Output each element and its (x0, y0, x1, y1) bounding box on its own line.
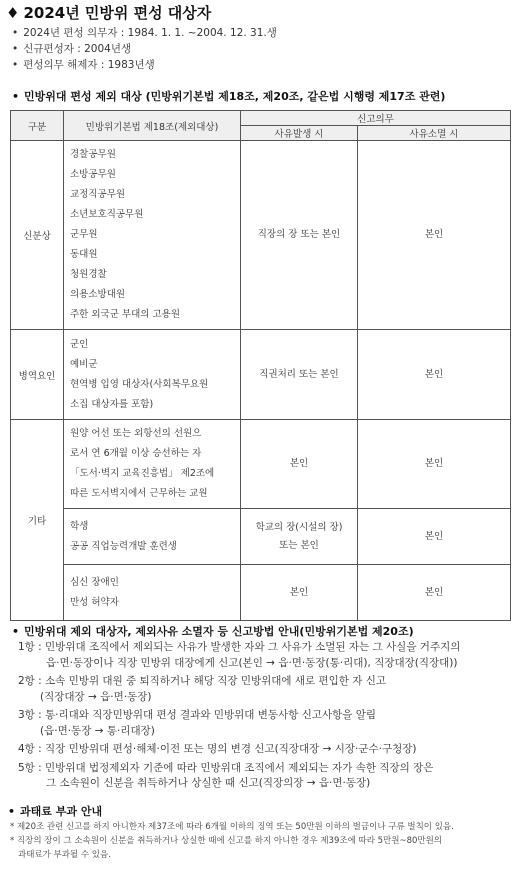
header-end: 사유소멸 시 (358, 126, 511, 141)
step-1: 1항 : 민방위대 조직에서 제외되는 사유가 발생한 자와 그 사유가 소멸된 자는 그 사실을 거주지의 (18, 641, 461, 653)
fine-note-2: * 직장의 장이 그 소속원이 신분을 취득하거나 상실한 때에 신고를 하지 아니한 경우 제39조에 따라 5만원~80만원의 (10, 836, 443, 846)
row-end: 본인 (358, 141, 511, 330)
row-category: 병역요인 (11, 330, 64, 420)
fine-heading: • 과태료 부과 안내 (8, 803, 102, 819)
table-row (11, 565, 511, 621)
list-item: 경찰공무원 (70, 149, 116, 160)
step-1-cont: 읍·면·동장이나 직장 민방위 대장에게 신고(본인 → 읍·면·동장(통·리대), 직장대장(직장대)) (46, 656, 458, 669)
row-end: 본인 (358, 509, 511, 565)
step-3-cont: (읍·면·동장 → 통·리대장) (40, 724, 155, 737)
occur-line: 학교의 장(시설의 장) (255, 521, 343, 533)
step-5-cont: 그 소속원이 신분을 취득하거나 상실한 때 신고(직장의장 → 읍·면·동장) (46, 777, 371, 789)
list-item: 만성 허약자 (70, 596, 119, 608)
step-4: 4항 : 직장 민방위대 편성·해체·이전 또는 명의 변경 신고(직장대장 → 시장·군수·구청장) (18, 743, 417, 755)
step-2: 2항 : 소속 민방위 대원 중 퇴직하거나 해당 직장 민방위대에 새로 편입한 자 신고 (18, 675, 387, 687)
list-item: 로서 연 6개월 이상 승선하는 자 (70, 448, 202, 459)
list-item: 군무원 (70, 229, 98, 240)
report-heading: • 민방위대 제외 대상자, 제외사유 소멸자 등 신고방법 안내(민방위기본법 제20조) (12, 623, 414, 639)
exclusion-table (10, 110, 511, 621)
row-end: 본인 (358, 565, 511, 621)
row-occur: 직권처리 또는 본인 (241, 330, 358, 420)
row-occur: 직장의 장 또는 본인 (241, 141, 358, 330)
row-end: 본인 (358, 420, 511, 509)
list-item: 예비군 (70, 358, 98, 370)
header-report: 신고의무 (241, 111, 511, 126)
list-item: 따른 도서벽지에서 근무하는 교원 (70, 488, 208, 499)
intro-line-1: • 2024년 편성 의무자 : 1984. 1. 1. ~2004. 12. 31.생 (12, 25, 277, 40)
list-item: 교정직공무원 (70, 189, 126, 200)
list-item: 「도서·벽지 교육진흥법」 제2조에 (70, 468, 215, 479)
intro-line-2: • 신규편성자 : 2004년생 (12, 41, 131, 56)
row-items (64, 141, 241, 330)
list-item: 소방공무원 (70, 169, 116, 180)
table-row (11, 420, 511, 509)
report-steps (18, 640, 460, 792)
intro-line-3: • 편성의무 해제자 : 1983년생 (12, 57, 155, 72)
row-end: 본인 (358, 330, 511, 420)
fine-note-2-cont: 과태료가 부과될 수 있음. (18, 850, 111, 860)
list-item: 동대원 (70, 249, 98, 260)
header-category: 구분 (11, 111, 64, 141)
row-occur: 본인 (241, 420, 358, 509)
row-occur: 본인 (241, 565, 358, 621)
list-item: 소년보호직공무원 (70, 209, 144, 220)
occur-line: 또는 본인 (279, 539, 319, 551)
list-item: 학생 (70, 520, 89, 532)
list-item: 군인 (70, 338, 89, 350)
exclusion-heading: • 민방위대 편성 제외 대상 (민방위기본법 제18조, 제20조, 같은법 시행령 제17조 관련) (12, 88, 445, 104)
fine-note-1: * 제20조 관련 신고를 하지 아니한자 제37조에 따라 6개월 이하의 징역 또는 50만원 이하의 벌금이나 구류 벌칙이 있음. (10, 822, 454, 832)
fine-notes (10, 820, 454, 862)
table-row (11, 141, 511, 330)
row-items (64, 420, 241, 509)
list-item: 원양 어선 또는 외항선의 선원으 (70, 428, 202, 439)
row-category: 신분상 (11, 141, 64, 330)
row-occur (241, 509, 358, 565)
table-row (11, 509, 511, 565)
row-category: 기타 (11, 420, 64, 621)
row-items (64, 565, 241, 621)
row-items (64, 509, 241, 565)
row-items (64, 330, 241, 420)
page-title-text: 2024년 민방위 편성 대상자 (23, 4, 212, 22)
table-row (11, 330, 511, 420)
list-item: 공공 직업능력개발 훈련생 (70, 540, 177, 552)
header-law: 민방위기본법 제18조(제외대상) (64, 111, 241, 141)
step-5: 5항 : 민방위대 법정제외자 기준에 따라 민방위대 조직에서 제외되는 자가 속한 직장의 장은 (18, 761, 434, 774)
diamond-bullet-icon: ♦ (6, 4, 20, 22)
list-item: 소집 대상자를 포함) (70, 398, 154, 410)
step-2-cont: (직장대장 → 읍·면·동장) (40, 690, 152, 703)
header-occur: 사유발생 시 (241, 126, 358, 141)
list-item: 의용소방대원 (70, 289, 126, 300)
list-item: 심신 장애인 (70, 576, 119, 588)
list-item: 현역병 입영 대상자(사회복무요원 (70, 378, 209, 390)
list-item: 청원경찰 (70, 269, 107, 280)
page-title (6, 2, 211, 23)
list-item: 주한 외국군 부대의 고용원 (70, 309, 181, 320)
step-3: 3항 : 통·리대와 직장민방위대 편성 결과와 민방위대 변동사항 신고사항을 알림 (18, 709, 377, 721)
